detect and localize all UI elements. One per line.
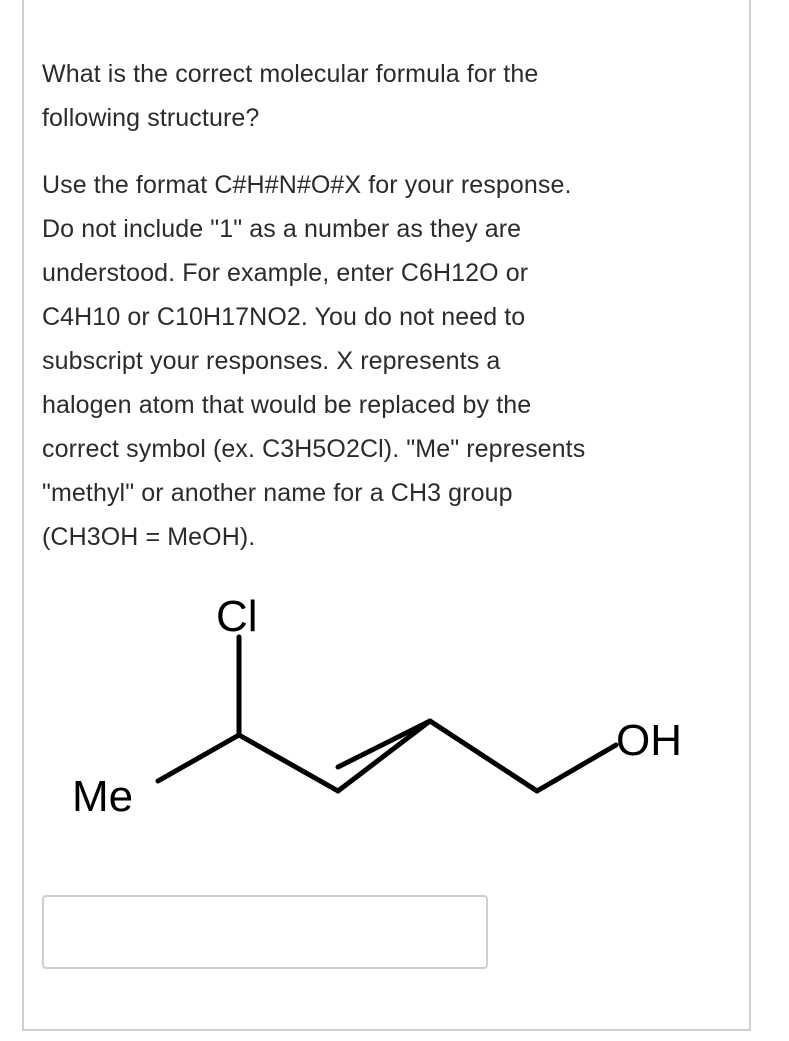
bond-c5-o <box>537 745 616 791</box>
bond-c2-c3 <box>239 735 338 791</box>
chlorine-label: Cl <box>216 592 258 641</box>
bond-c3-c4 <box>338 721 430 791</box>
instructions-text <box>42 163 702 559</box>
instruction-line: Do not include "1" as a number as they are <box>42 215 522 243</box>
instruction-line: C4H10 or C10H17NO2. You do not need to <box>42 303 526 331</box>
methyl-label: Me <box>72 772 134 821</box>
instruction-line: subscript your responses. X represents a <box>42 347 501 375</box>
question-text <box>42 52 702 140</box>
instruction-line: Use the format C#H#N#O#X for your response. <box>42 171 572 199</box>
instruction-line: halogen atom that would be replaced by the <box>42 391 532 419</box>
instruction-line: understood. For example, enter C6H12O or <box>42 259 529 287</box>
bond-me-c2 <box>158 735 239 781</box>
hydroxyl-label: OH <box>616 716 682 765</box>
answer-input[interactable] <box>42 895 488 969</box>
instruction-line: correct symbol (ex. C3H5O2Cl). "Me" represents <box>42 435 586 463</box>
question-line: What is the correct molecular formula for the <box>42 60 539 88</box>
question-line: following structure? <box>42 104 260 132</box>
bond-c3-c4-double <box>338 721 430 767</box>
molecule-structure <box>40 585 740 845</box>
instruction-line: "methyl" or another name for a CH3 group <box>42 479 513 507</box>
bond-c4-c5 <box>430 721 537 791</box>
instruction-line: (CH3OH = MeOH). <box>42 523 256 551</box>
